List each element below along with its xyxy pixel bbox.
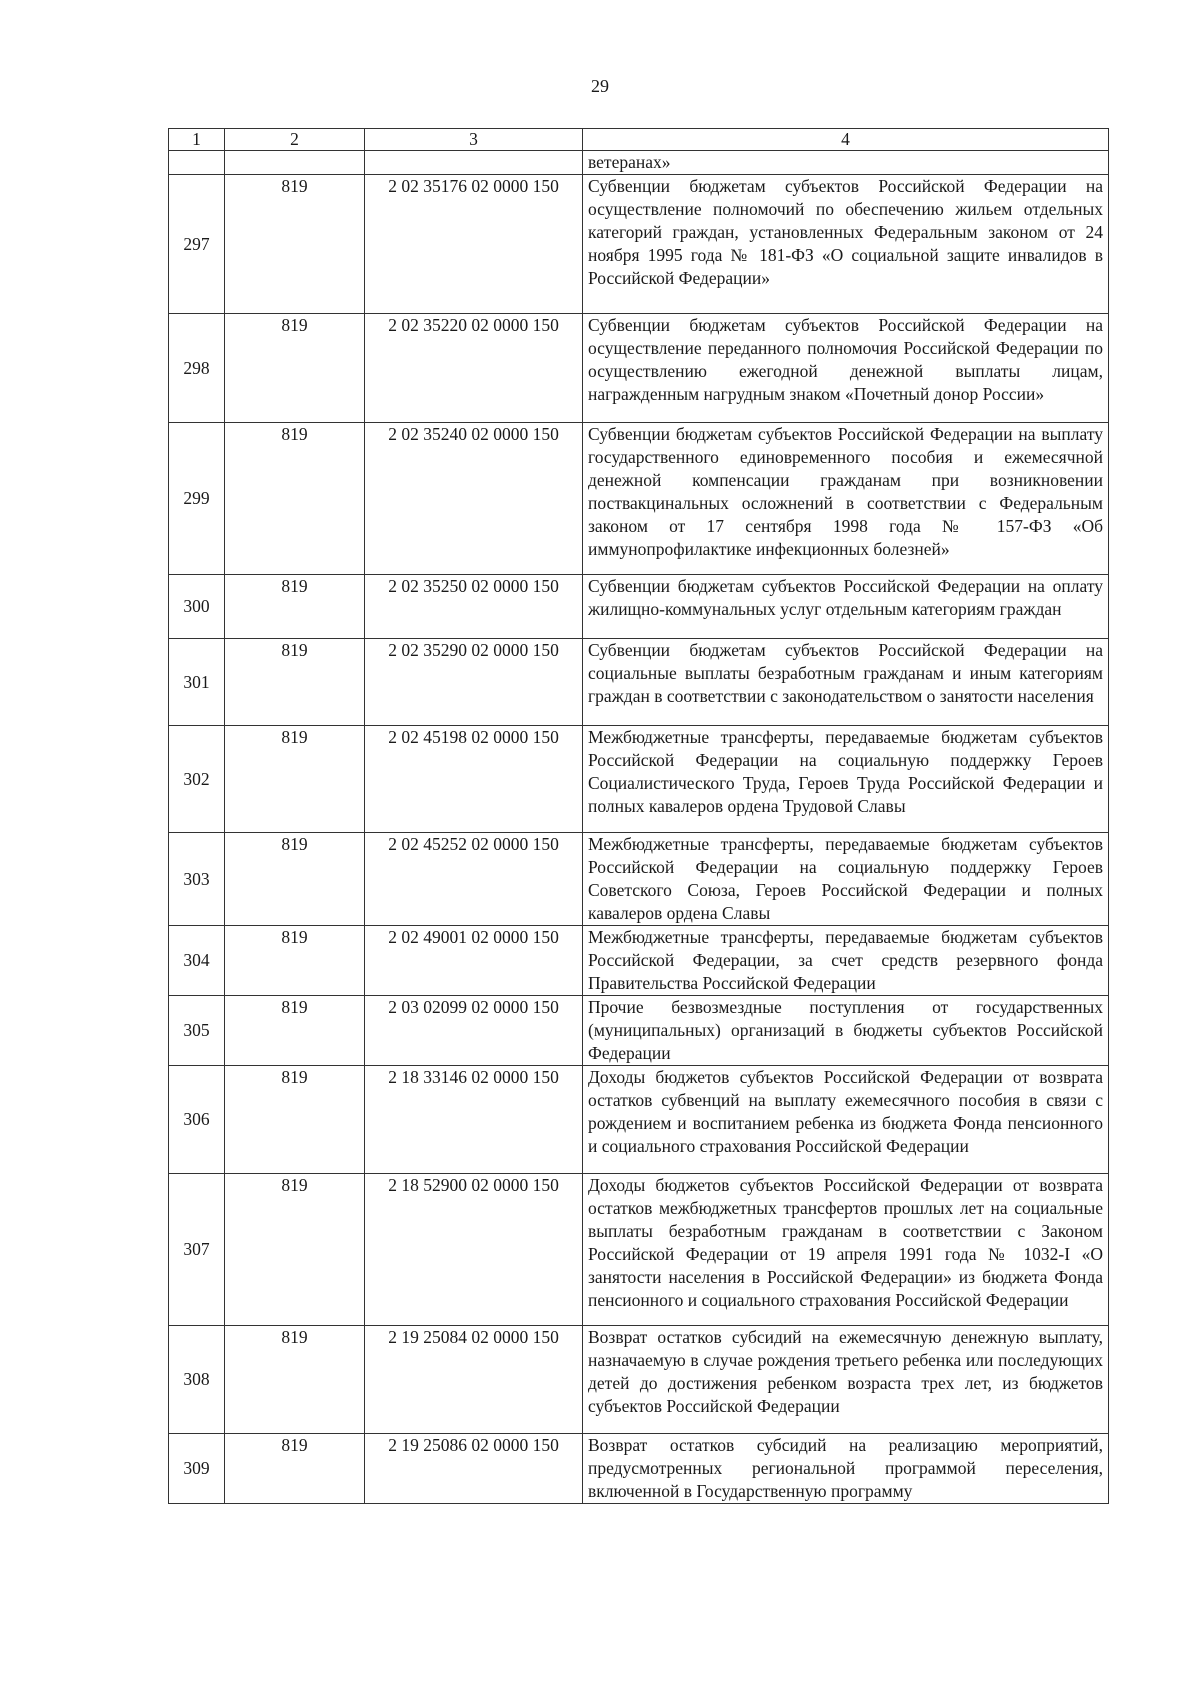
income-codes-table bbox=[168, 128, 1109, 1504]
admin-code-cell: 819 bbox=[225, 833, 365, 926]
admin-code-cell: 819 bbox=[225, 423, 365, 575]
income-code-cell: 2 02 45198 02 0000 150 bbox=[365, 726, 583, 833]
row-number-cell: 305 bbox=[169, 996, 225, 1066]
description-cell: Субвенции бюджетам субъектов Российской Федерации на выплату государственного единовременного пособия и ежемесячной денежной компенсации гражданам при возникновении поствакцинальных осложнений в соответствии с Федеральным законом от 17 сентября 1998 года № 157-ФЗ «Об иммунопрофилактике инфекционных болезней» bbox=[583, 423, 1109, 575]
description-cell: Субвенции бюджетам субъектов Российской Федерации на осуществление переданного полномочия Российской Федерации по осуществлению ежегодной денежной выплаты лицам, награжденным нагрудным знаком «Почетный донор России» bbox=[583, 314, 1109, 423]
description-cell: Межбюджетные трансферты, передаваемые бюджетам субъектов Российской Федерации на социальную поддержку Героев Советского Союза, Героев Российской Федерации и полных кавалеров ордена Славы bbox=[583, 833, 1109, 926]
income-code-cell: 2 19 25084 02 0000 150 bbox=[365, 1326, 583, 1434]
table-row bbox=[169, 575, 1109, 639]
income-code-cell: 2 19 25086 02 0000 150 bbox=[365, 1434, 583, 1504]
table-row bbox=[169, 926, 1109, 996]
description-cell: Субвенции бюджетам субъектов Российской Федерации на оплату жилищно-коммунальных услуг отдельным категориям граждан bbox=[583, 575, 1109, 639]
admin-code-cell: 819 bbox=[225, 175, 365, 314]
row-number-cell: 298 bbox=[169, 314, 225, 423]
income-code-cell: 2 02 35176 02 0000 150 bbox=[365, 175, 583, 314]
income-code-cell: 2 03 02099 02 0000 150 bbox=[365, 996, 583, 1066]
row-number-cell: 299 bbox=[169, 423, 225, 575]
admin-code-cell: 819 bbox=[225, 314, 365, 423]
description-cell: Возврат остатков субсидий на реализацию мероприятий, предусмотренных региональной программой переселения, включенной в Государственную программу bbox=[583, 1434, 1109, 1504]
table-row bbox=[169, 996, 1109, 1066]
table-row bbox=[169, 726, 1109, 833]
row-number-cell: 303 bbox=[169, 833, 225, 926]
description-cell: Прочие безвозмездные поступления от государственных (муниципальных) организаций в бюджеты субъектов Российской Федерации bbox=[583, 996, 1109, 1066]
description-cell: Межбюджетные трансферты, передаваемые бюджетам субъектов Российской Федерации, за счет средств резервного фонда Правительства Российской Федерации bbox=[583, 926, 1109, 996]
table-row bbox=[169, 1066, 1109, 1174]
description-cell: Межбюджетные трансферты, передаваемые бюджетам субъектов Российской Федерации на социальную поддержку Героев Социалистического Труда, Героев Труда Российской Федерации и полных кавалеров ордена Трудовой Славы bbox=[583, 726, 1109, 833]
description-cell: Доходы бюджетов субъектов Российской Федерации от возврата остатков межбюджетных трансфертов прошлых лет на социальные выплаты безработным гражданам в соответствии с Законом Российской Федерации от 19 апреля 1991 года № 1032-I «О занятости населения в Российской Федерации» из бюджета Фонда пенсионного и социального страхования Российской Федерации bbox=[583, 1174, 1109, 1326]
description-cell: Субвенции бюджетам субъектов Российской Федерации на осуществление полномочий по обеспечению жильем отдельных категорий граждан, установленных Федеральным законом от 24 ноября 1995 года № 181-ФЗ «О социальной защите инвалидов в Российской Федерации» bbox=[583, 175, 1109, 314]
admin-code-cell: 819 bbox=[225, 1434, 365, 1504]
admin-code-cell: 819 bbox=[225, 1326, 365, 1434]
income-code-cell: 2 02 35290 02 0000 150 bbox=[365, 639, 583, 726]
row-number-cell: 306 bbox=[169, 1066, 225, 1174]
empty-cell bbox=[169, 151, 225, 175]
income-code-cell: 2 02 35240 02 0000 150 bbox=[365, 423, 583, 575]
table-row bbox=[169, 314, 1109, 423]
income-code-cell: 2 02 35220 02 0000 150 bbox=[365, 314, 583, 423]
description-cell: Возврат остатков субсидий на ежемесячную денежную выплату, назначаемую в случае рождения третьего ребенка или последующих детей до достижения ребенком возраста трех лет, из бюджетов субъектов Российской Федерации bbox=[583, 1326, 1109, 1434]
continuation-row bbox=[169, 151, 1109, 175]
table-row bbox=[169, 1326, 1109, 1434]
column-header: 1 bbox=[169, 129, 225, 151]
table-row bbox=[169, 175, 1109, 314]
admin-code-cell: 819 bbox=[225, 996, 365, 1066]
description-cell: Субвенции бюджетам субъектов Российской Федерации на социальные выплаты безработным гражданам и иным категориям граждан в соответствии с законодательством о занятости населения bbox=[583, 639, 1109, 726]
row-number-cell: 304 bbox=[169, 926, 225, 996]
empty-cell bbox=[365, 151, 583, 175]
column-header: 4 bbox=[583, 129, 1109, 151]
page-number: 29 bbox=[591, 76, 609, 96]
continuation-text: ветеранах» bbox=[583, 151, 1109, 175]
table-row bbox=[169, 833, 1109, 926]
admin-code-cell: 819 bbox=[225, 926, 365, 996]
column-header: 3 bbox=[365, 129, 583, 151]
income-code-cell: 2 18 33146 02 0000 150 bbox=[365, 1066, 583, 1174]
row-number-cell: 308 bbox=[169, 1326, 225, 1434]
table-row bbox=[169, 1174, 1109, 1326]
empty-cell bbox=[225, 151, 365, 175]
income-code-cell: 2 18 52900 02 0000 150 bbox=[365, 1174, 583, 1326]
description-cell: Доходы бюджетов субъектов Российской Федерации от возврата остатков субвенций на выплату ежемесячного пособия в связи с рождением и воспитанием ребенка из бюджета Фонда пенсионного и социального страхования Российской Федерации bbox=[583, 1066, 1109, 1174]
table-row bbox=[169, 423, 1109, 575]
row-number-cell: 307 bbox=[169, 1174, 225, 1326]
row-number-cell: 302 bbox=[169, 726, 225, 833]
row-number-cell: 301 bbox=[169, 639, 225, 726]
income-code-cell: 2 02 49001 02 0000 150 bbox=[365, 926, 583, 996]
table-row bbox=[169, 639, 1109, 726]
admin-code-cell: 819 bbox=[225, 1174, 365, 1326]
admin-code-cell: 819 bbox=[225, 726, 365, 833]
row-number-cell: 297 bbox=[169, 175, 225, 314]
header-row bbox=[169, 129, 1109, 151]
income-code-cell: 2 02 45252 02 0000 150 bbox=[365, 833, 583, 926]
column-header: 2 bbox=[225, 129, 365, 151]
income-code-cell: 2 02 35250 02 0000 150 bbox=[365, 575, 583, 639]
row-number-cell: 309 bbox=[169, 1434, 225, 1504]
row-number-cell: 300 bbox=[169, 575, 225, 639]
admin-code-cell: 819 bbox=[225, 1066, 365, 1174]
admin-code-cell: 819 bbox=[225, 639, 365, 726]
table-row bbox=[169, 1434, 1109, 1504]
admin-code-cell: 819 bbox=[225, 575, 365, 639]
